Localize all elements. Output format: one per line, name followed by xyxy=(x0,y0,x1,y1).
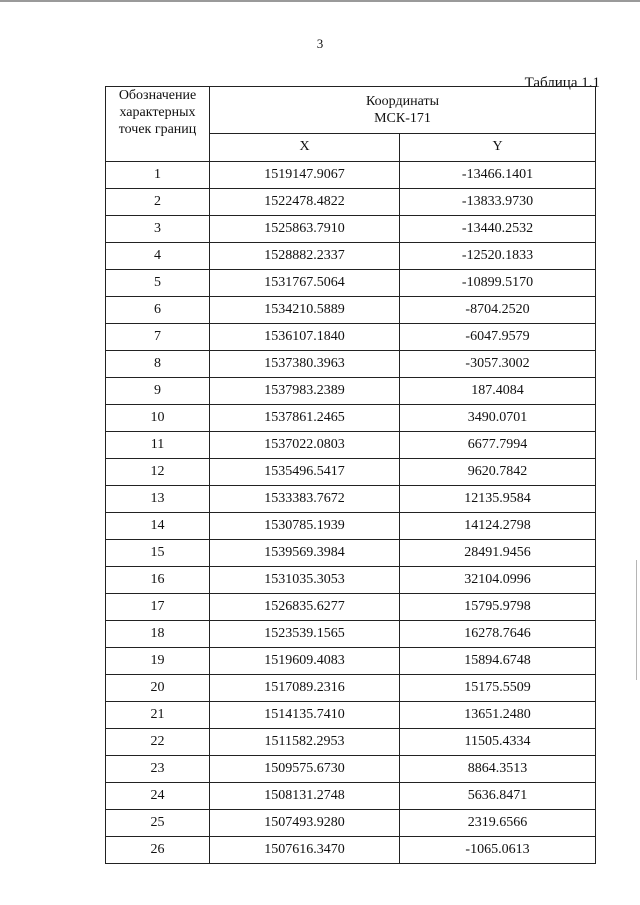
y-coordinate-cell: 13651.2480 xyxy=(400,702,596,729)
y-coordinate-cell: 15795.9798 xyxy=(400,594,596,621)
x-coordinate-cell: 1514135.7410 xyxy=(210,702,400,729)
point-header-line: точек границ xyxy=(118,122,197,137)
x-coordinate-cell: 1522478.4822 xyxy=(210,189,400,216)
x-coordinate-cell: 1537380.3963 xyxy=(210,351,400,378)
table-row xyxy=(106,162,596,189)
table-header xyxy=(106,87,596,162)
table-row xyxy=(106,243,596,270)
y-coordinate-cell: 11505.4334 xyxy=(400,729,596,756)
table-row xyxy=(106,540,596,567)
point-header-line: характерных xyxy=(119,105,196,120)
x-coordinate-cell: 1509575.6730 xyxy=(210,756,400,783)
table-row xyxy=(106,432,596,459)
y-column-header: Y xyxy=(400,133,596,161)
x-coordinate-cell: 1539569.3984 xyxy=(210,540,400,567)
table-body xyxy=(106,162,596,864)
point-number-cell: 25 xyxy=(106,810,210,837)
point-number-cell: 3 xyxy=(106,216,210,243)
x-coordinate-cell: 1519609.4083 xyxy=(210,648,400,675)
y-coordinate-cell: 8864.3513 xyxy=(400,756,596,783)
table-row xyxy=(106,675,596,702)
point-number-cell: 14 xyxy=(106,513,210,540)
x-coordinate-cell: 1537983.2389 xyxy=(210,378,400,405)
point-number-cell: 6 xyxy=(106,297,210,324)
table-row xyxy=(106,216,596,243)
y-coordinate-cell: 12135.9584 xyxy=(400,486,596,513)
table-row xyxy=(106,378,596,405)
y-coordinate-cell: 5636.8471 xyxy=(400,783,596,810)
point-number-cell: 17 xyxy=(106,594,210,621)
x-coordinate-cell: 1528882.2337 xyxy=(210,243,400,270)
scan-edge-mark xyxy=(636,560,637,680)
point-number-cell: 7 xyxy=(106,324,210,351)
table-caption: Таблица 1.1 xyxy=(524,75,600,91)
top-edge-line xyxy=(0,0,640,2)
point-number-cell: 1 xyxy=(106,162,210,189)
y-coordinate-cell: -1065.0613 xyxy=(400,837,596,864)
table-row xyxy=(106,189,596,216)
point-number-cell: 9 xyxy=(106,378,210,405)
point-number-cell: 11 xyxy=(106,432,210,459)
x-coordinate-cell: 1535496.5417 xyxy=(210,459,400,486)
point-number-cell: 26 xyxy=(106,837,210,864)
x-coordinate-cell: 1508131.2748 xyxy=(210,783,400,810)
x-coordinate-cell: 1507616.3470 xyxy=(210,837,400,864)
table-row xyxy=(106,486,596,513)
y-coordinate-cell: -6047.9579 xyxy=(400,324,596,351)
y-coordinate-cell: 15894.6748 xyxy=(400,648,596,675)
table-row xyxy=(106,783,596,810)
coordinates-header-line: Координаты xyxy=(366,93,439,109)
point-number-cell: 19 xyxy=(106,648,210,675)
table-row xyxy=(106,297,596,324)
y-coordinate-cell: -12520.1833 xyxy=(400,243,596,270)
point-number-cell: 20 xyxy=(106,675,210,702)
y-coordinate-cell: 15175.5509 xyxy=(400,675,596,702)
y-coordinate-cell: -13466.1401 xyxy=(400,162,596,189)
table-row xyxy=(106,459,596,486)
x-coordinate-cell: 1526835.6277 xyxy=(210,594,400,621)
point-number-cell: 10 xyxy=(106,405,210,432)
table-row xyxy=(106,567,596,594)
point-number-cell: 16 xyxy=(106,567,210,594)
point-number-cell: 5 xyxy=(106,270,210,297)
table-row xyxy=(106,702,596,729)
point-number-cell: 13 xyxy=(106,486,210,513)
table-row xyxy=(106,648,596,675)
point-number-cell: 24 xyxy=(106,783,210,810)
x-coordinate-cell: 1525863.7910 xyxy=(210,216,400,243)
point-number-cell: 15 xyxy=(106,540,210,567)
y-coordinate-cell: 9620.7842 xyxy=(400,459,596,486)
point-number-cell: 22 xyxy=(106,729,210,756)
y-coordinate-cell: -3057.3002 xyxy=(400,351,596,378)
point-number-cell: 23 xyxy=(106,756,210,783)
point-number-cell: 8 xyxy=(106,351,210,378)
x-coordinate-cell: 1517089.2316 xyxy=(210,675,400,702)
x-coordinate-cell: 1531035.3053 xyxy=(210,567,400,594)
y-coordinate-cell: 32104.0996 xyxy=(400,567,596,594)
y-coordinate-cell: -13440.2532 xyxy=(400,216,596,243)
point-number-cell: 2 xyxy=(106,189,210,216)
table-row xyxy=(106,810,596,837)
table-row xyxy=(106,729,596,756)
x-coordinate-cell: 1530785.1939 xyxy=(210,513,400,540)
x-coordinate-cell: 1536107.1840 xyxy=(210,324,400,351)
y-coordinate-cell: 28491.9456 xyxy=(400,540,596,567)
point-number-cell: 18 xyxy=(106,621,210,648)
point-number-cell: 12 xyxy=(106,459,210,486)
table-row xyxy=(106,594,596,621)
table-row xyxy=(106,405,596,432)
point-number-cell: 21 xyxy=(106,702,210,729)
y-coordinate-cell: 6677.7994 xyxy=(400,432,596,459)
x-coordinate-cell: 1519147.9067 xyxy=(210,162,400,189)
y-coordinate-cell: 16278.7646 xyxy=(400,621,596,648)
y-coordinate-cell: -13833.9730 xyxy=(400,189,596,216)
y-coordinate-cell: 187.4084 xyxy=(400,378,596,405)
table-row xyxy=(106,837,596,864)
x-coordinate-cell: 1534210.5889 xyxy=(210,297,400,324)
y-coordinate-cell: -8704.2520 xyxy=(400,297,596,324)
page-number: 3 xyxy=(316,36,324,51)
table-row xyxy=(106,270,596,297)
coordinates-header xyxy=(210,87,596,134)
y-coordinate-cell: 3490.0701 xyxy=(400,405,596,432)
point-number-cell: 4 xyxy=(106,243,210,270)
table-row xyxy=(106,351,596,378)
x-column-header: X xyxy=(210,133,400,161)
x-coordinate-cell: 1507493.9280 xyxy=(210,810,400,837)
coordinates-header-line: МСК-171 xyxy=(374,110,431,126)
table-row xyxy=(106,513,596,540)
x-coordinate-cell: 1537022.0803 xyxy=(210,432,400,459)
x-coordinate-cell: 1531767.5064 xyxy=(210,270,400,297)
x-coordinate-cell: 1523539.1565 xyxy=(210,621,400,648)
x-coordinate-cell: 1537861.2465 xyxy=(210,405,400,432)
table-row xyxy=(106,621,596,648)
point-designation-header xyxy=(106,87,210,162)
x-coordinate-cell: 1533383.7672 xyxy=(210,486,400,513)
coordinates-table xyxy=(105,86,596,864)
y-coordinate-cell: 14124.2798 xyxy=(400,513,596,540)
table-row xyxy=(106,756,596,783)
y-coordinate-cell: -10899.5170 xyxy=(400,270,596,297)
y-coordinate-cell: 2319.6566 xyxy=(400,810,596,837)
point-header-line: Обозначение xyxy=(118,88,197,103)
x-coordinate-cell: 1511582.2953 xyxy=(210,729,400,756)
table-row xyxy=(106,324,596,351)
